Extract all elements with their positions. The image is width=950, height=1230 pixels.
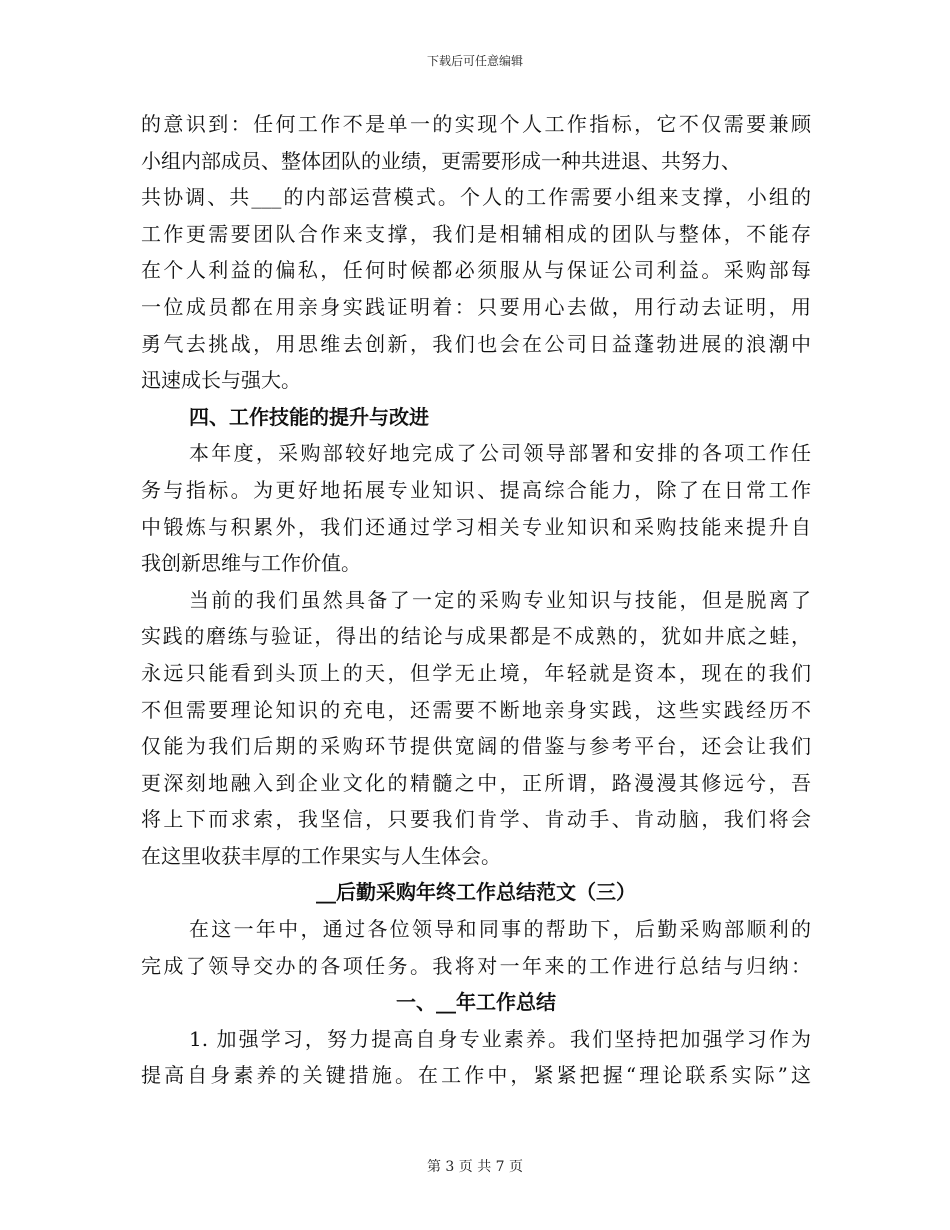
document-body: [141, 106, 811, 1094]
section-heading: 一、__年工作总结: [396, 990, 556, 1015]
text-line: 小组内部成员、整体团队的业绩，更需要形成一种共进退、共努力、: [141, 148, 741, 173]
section-heading: 四、工作技能的提升与改进: [189, 404, 429, 429]
text-line: 在个人利益的偏私，任何时候都必须服从与保证公司利益。采购部每: [141, 258, 811, 283]
text-line: 本年度，采购部较好地完成了公司领导部署和安排的各项工作任: [189, 441, 811, 466]
document-title: __后勤采购年终工作总结范文（三）: [316, 880, 636, 905]
text-line: 在这一年中，通过各位领导和同事的帮助下，后勤采购部顺利的: [189, 917, 811, 942]
text-line: 我创新思维与工作价值。: [141, 551, 361, 576]
text-line: 1. 加强学习，努力提高自身专业素养。我们坚持把加强学习作为: [189, 1026, 811, 1051]
text-line: 勇气去挑战，用思维去创新，我们也会在公司日益蓬勃进展的浪潮中: [141, 331, 811, 356]
text-line: 当前的我们虽然具备了一定的采购专业知识与技能，但是脱离了: [189, 587, 811, 612]
text-line: 务与指标。为更好地拓展专业知识、提高综合能力，除了在日常工作: [141, 477, 811, 502]
text-line: 中锻炼与积累外，我们还通过学习相关专业知识和采购技能来提升自: [141, 514, 811, 539]
text-line: 将上下而求索，我坚信，只要我们肯学、肯动手、肯动脑，我们将会: [141, 807, 811, 832]
text-line: 的意识到：任何工作不是单一的实现个人工作指标，它不仅需要兼顾: [141, 112, 811, 136]
text-line: 一位成员都在用亲身实践证明着：只要用心去做，用行动去证明，用: [141, 294, 811, 319]
text-line: 提高自身素养的关键措施。在工作中，紧紧把握“理论联系实际”这: [141, 1063, 811, 1088]
page-footer: 第 3 页 共 7 页: [426, 1159, 524, 1175]
text-line: 完成了领导交办的各项任务。我将对一年来的工作进行总结与归纳：: [141, 953, 811, 978]
page-header: 下载后可任意编辑: [426, 54, 523, 68]
text-line: 仅能为我们后期的采购环节提供宽阔的借鉴与参考平台，还会让我们: [141, 734, 811, 759]
text-line: 更深刻地融入到企业文化的精髓之中，正所谓，路漫漫其修远兮，吾: [141, 770, 811, 795]
text-line: 在这里收获丰厚的工作果实与人生体会。: [141, 843, 501, 868]
text-line: 迅速成长与强大。: [141, 368, 301, 393]
text-line: 共协调、共___的内部运营模式。个人的工作需要小组来支撑，小组的: [141, 185, 811, 210]
text-line: 实践的磨练与验证，得出的结论与成果都是不成熟的，犹如井底之蛙，: [141, 624, 811, 649]
text-line: 不但需要理论知识的充电，还需要不断地亲身实践，这些实践经历不: [141, 697, 811, 722]
text-line: 工作更需要团队合作来支撑，我们是相辅相成的团队与整体，不能存: [141, 221, 811, 246]
text-line: 永远只能看到头顶上的天，但学无止境，年轻就是资本，现在的我们: [141, 660, 811, 685]
